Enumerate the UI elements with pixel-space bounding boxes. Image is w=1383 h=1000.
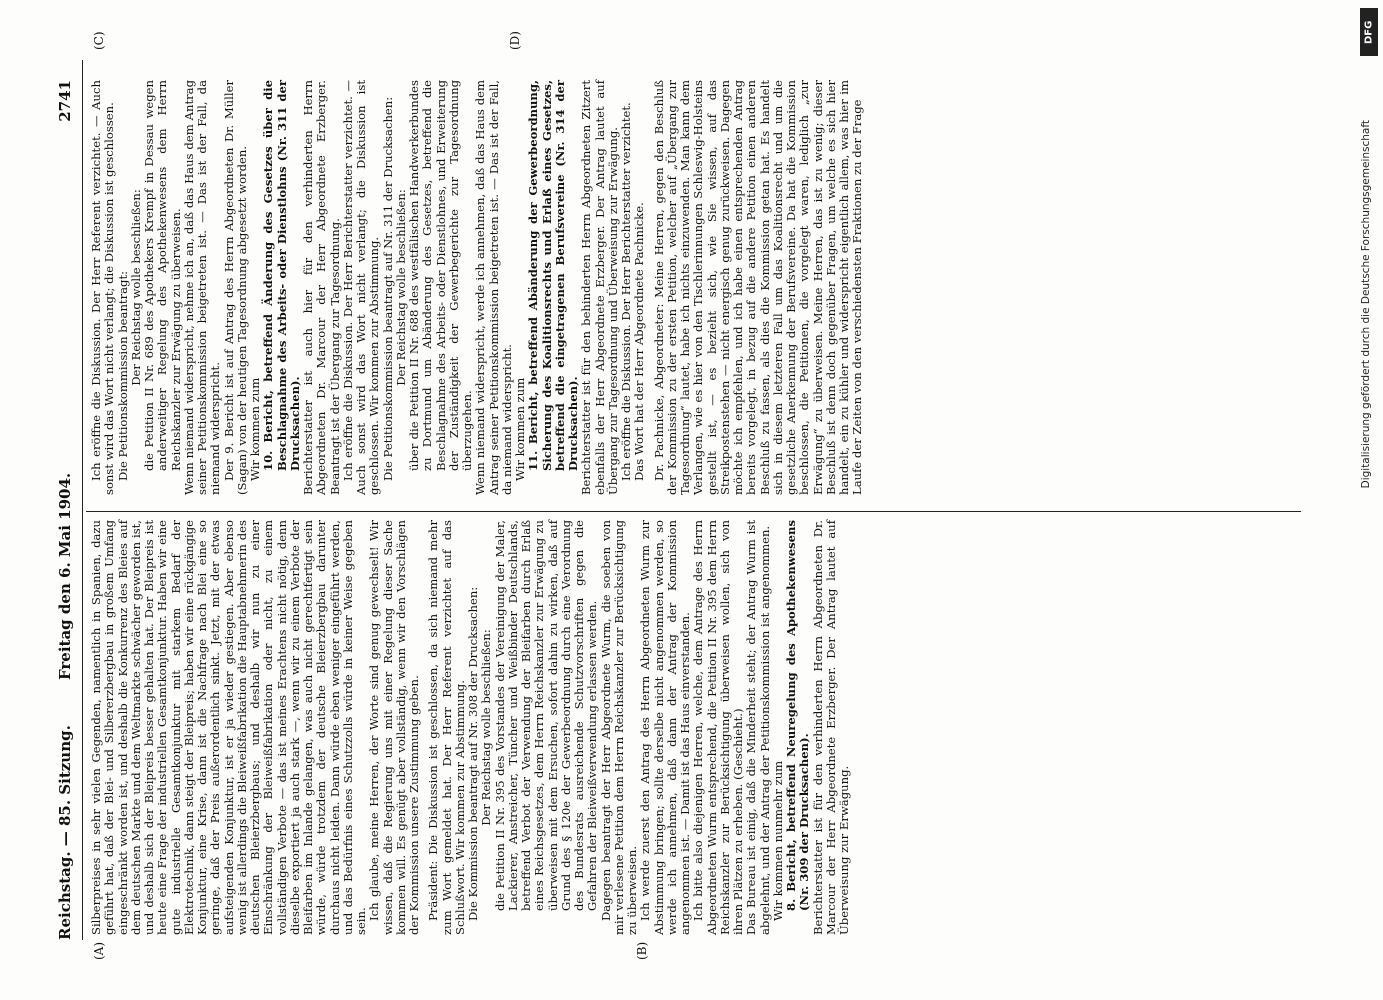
paragraph: Die Petitionskommission beantragt auf Nr. 311 der Drucksachen: (380, 96, 395, 481)
paragraph: Der 9. Bericht ist auf Antrag des Herrn Abgeordneten Dr. Müller (Sagan) von der heutigen Tagesordnung abgesetzt worden. (221, 80, 249, 495)
paragraph: Ich eröffne die Diskussion. Der Herr Referent verzichtet. — Auch sonst wird das Wort nicht verlangt; die Diskussion ist geschlossen. (89, 80, 117, 495)
page-header (56, 60, 80, 940)
paragraph: Berichterstatter ist für den verhinderten Herrn Abgeordneten Dr. Marcour der Herr Abgeordnete Erzberger. Der Antrag lautet auf Überweisung zur Erwägung. (810, 520, 851, 935)
paragraph: Berichterstatter ist auch hier für den verhinderten Herrn Abgeordneten Dr. Marcour der Herr Abgeordnete Erzberger. Beantragt ist der Übergang zur Tagesordnung. (301, 80, 342, 495)
paragraph: Das Bureau ist einig, daß die Minderheit steht; der Antrag Wurm ist abgelehnt, und der Antrag der Petitionskommission ist angenommen. (744, 520, 772, 935)
header-date: Freitag den 6. Mai 1904. (56, 472, 74, 680)
paragraph: Ich glaube, meine Herren, der Worte sind genug gewechselt! Wir wissen, daß die Regierung uns mit einer Regelung dieser Sache kommen will. Es genügt aber vollständig, wenn wir den Vorschlägen der Kommission unsere Zustimmung geben. (367, 520, 421, 935)
paragraph: Die Kommission beantragt auf Nr. 308 der Drucksachen: (466, 586, 480, 921)
left-column (90, 520, 851, 935)
paragraph: Dr. Pachnicke, Abgeordneter: Meine Herren, gegen den Beschluß der Kommission zu der ersten Petition, welcher auf „Übergang zur Tagesordnung“ lautet, habe ich nichts einzuwenden. Man kann dem Verlangen, wie es hier von den Tischlerinnungen Schleswig-Holsteins gestellt ist, — es bezieht sich, wie Sie wissen, auf das Streikpostenstehen — nicht energisch genug zurückweisen. Dagegen möchte ich empfehlen, und ich habe einen entsprechenden Antrag bereits vorgelegt, in bezug auf die andere Petition einen anderen Beschluß zu fassen, als dies die Kommission getan hat. Es handelt sich in diesem letzteren Fall um das Koalitionsrecht und um die gesetzliche Anerkennung der Berufsvereine. Da hat die Kommission beschlossen, die Petitionen, die vorgelegt waren, lediglich „zur Erwägung“ zu überweisen. Meine Herren, das ist zu wenig; dieser Beschluß ist denn doch gegenüber Fragen, um welche es sich hier handelt, ein zu kühler und widerspricht eigentlich allem, was hier im Laufe der Zeiten von den verschiedensten Fraktionen zu der Frage (651, 80, 865, 495)
paragraph: Silberpreises in sehr vielen Gegenden, namentlich in Spanien, dazu geführt hat, daß der Blei- und Silbererzbergbau in großem Umfang eingeschränkt worden ist, und deshalb die Konkurrenz des Bleies auf dem deutschen Markte und dem Weltmarkte schwächer geworden ist, und deshalb sich der Bleipreis besser gehalten hat. Der Bleipreis ist heute eine Frage der industriellen Gesamtkonjunktur. Haben wir eine gute industrielle Gesamtkonjunktur mit starkem Bedarf der Elektrotechnik, dann steigt der Bleipreis; haben wir eine rückgängige Konjunktur, eine Krise, dann ist die Nachfrage nach Blei eine so geringe, daß der Preis außerordentlich sinkt. Jetzt, mit der etwas aufsteigenden Konjunktur, ist er ja wieder gestiegen. Aber ebenso wenig ist allerdings die Bleiweißfabrikation die Hauptabnehmerin des deutschen Bleierzbergbaus; und deshalb wir nun zu einer Einschränkung der Bleiweißfabrikation oder nicht, zu einem vollständigen Verbote — das ist meines Erachtens nicht nötig, denn dieselbe exportiert ja auch stark —, wenn wir zu einem Verbote der Bleifarben im Inlande gelangen, was auch nicht gerechtfertigt sein würde, würde trotzdem der deutsche Bleierzbergbau darunter durchaus nicht leiden. Dann würde eben weniger eingeführt werden, und das Bedürfnis eines Schutzzolls würde in keiner Weise gegeben sein. (89, 520, 368, 935)
paragraph: Wenn niemand widerspricht, nehme ich an, daß das Haus dem Antrag seiner Petitionskommission beigetreten ist. — Das ist der Fall, da niemand widerspricht. (181, 80, 223, 495)
paragraph: Ich werde zuerst den Antrag des Herrn Abgeordneten Wurm zur Abstimmung bringen; sollte derselbe nicht angenommen werden, so werde ich annehmen, daß dann der Antrag der Kommission angenommen ist. — Damit ist das Haus einverstanden. (638, 520, 692, 935)
margin-marker-c: (C) (92, 31, 106, 50)
funding-note: Digitalisierung gefördert durch die Deutsche Forschungsgemeinschaft (1360, 120, 1372, 489)
section-heading: 11. Bericht, betreffend Abänderung der Gewerbeordnung, Sicherung des Koalitionsrechts und Erlaß eines Gesetzes, betreffend die eingetragenen Berufsvereine (Nr. 314 der Drucksachen). (526, 80, 580, 471)
paragraph: Der Reichstag wolle beschließen: (128, 189, 143, 386)
paragraph: Wir kommen nunmehr zum (770, 760, 785, 921)
paragraph: Wenn niemand widerspricht, werde ich annehmen, daß das Haus dem Antrag seiner Petitionskommission beigetreten ist. — Das ist der Fall, da niemand widerspricht. (473, 80, 514, 495)
paragraph: Ich eröffne die Diskussion. Der Herr Berichterstatter verzichtet. (619, 102, 633, 481)
dfg-logo: DFG (1360, 8, 1378, 56)
header-left: Reichstag. — 85. Sitzung. (56, 725, 74, 940)
margin-marker-a: (A) (92, 941, 106, 960)
paragraph: die Petition II Nr. 395 des Vorstandes der Vereinigung der Maler, Lackierer, Anstreicher, Tüncher und Weißbinder Deutschlands, betreffend Verbot der Verwendung der Bleifarben durch Erlaß eines Reichsgesetzes, dem Herrn Reichskanzler zur Erwägung zu überweisen mit dem Ersuchen, sofort dahin zu wirken, daß auf Grund des § 120e der Gewerbeordnung durch eine Verordnung des Bundesrats ausreichende Schutzvorschriften gegen die Gefahren der Bleiweißverwendung erlassen werden. (492, 520, 600, 911)
section-heading: 8. Bericht, betreffend Neuregelung des Apothekenwesens (Nr. 309 der Drucksachen). (784, 520, 812, 911)
paragraph: Dagegen beantragt der Herr Abgeordnete Wurm, die soeben von mir verlesene Petition dem Herrn Reichskanzler zur Berücksichtigung zu überweisen. (598, 520, 639, 935)
paragraph: Ich bitte also diejenigen Herren, welche, dem Antrage des Herrn Abgeordneten Wurm entsprechend, die Petition II Nr. 395 dem Herrn Reichskanzler zur Berücksichtigung überweisen wollen, sich von ihren Plätzen zu erheben. (Geschieht.) (691, 520, 745, 935)
margin-marker-d: (D) (508, 31, 522, 50)
paragraph: Das Wort hat der Herr Abgeordnete Pachnicke. (632, 202, 647, 481)
digitization-sidebar (1358, 0, 1382, 1000)
column-separator (86, 511, 1301, 512)
paragraph: über die Petition II Nr. 688 des westfälischen Handwerkerbundes zu Dortmund um Abänderung des Gesetzes, betreffend die Beschlagnahme des Arbeits- oder Dienstlohnes, und Erweiterung der Zuständigkeit der Gewerbegerichte zur Tagesordnung überzugehen. (407, 80, 474, 471)
paragraph: Ich eröffne die Diskussion. Der Herr Berichterstatter verzichtet. — Auch sonst wird das Wort nicht verlangt; die Diskussion ist geschlossen. Wir kommen zur Abstimmung. (340, 80, 382, 495)
paragraph: Präsident: Die Diskussion ist geschlossen, da sich niemand mehr zum Wort gemeldet hat. Der Herr Referent verzichtet auf das Schlußwort. Wir kommen zur Abstimmung. (426, 520, 467, 935)
paragraph: Die Petitionskommission beantragt: (115, 270, 130, 481)
page-number: 2741 (56, 80, 74, 122)
paragraph: Der Reichstag wolle beschließen: (393, 189, 408, 386)
paragraph: Wir kommen zum (513, 377, 527, 481)
paragraph: Berichterstatter ist für den behinderten Herrn Abgeordneten Zitzert ebenfalls der Herr Abgeordnete Erzberger. Der Antrag lautet auf Übergang zur Tagesordnung und Überweisung zur Erwägung. (579, 80, 620, 495)
section-heading: 10. Bericht, betreffend Änderung des Gesetzes über die Beschlagnahme des Arbeits- oder Dienstlohns (Nr. 311 der Drucksachen). (261, 80, 302, 471)
margin-marker-b: (B) (635, 941, 649, 960)
header-rule (82, 60, 83, 940)
paragraph: die Petition II Nr. 689 des Apothekers Krempf in Dessau wegen anderweitiger Regelung des Apothekenwesens dem Herrn Reichskanzler zur Erwägung zu überweisen. (142, 80, 183, 471)
paragraph: Der Reichstag wolle beschließen: (479, 629, 494, 826)
paragraph: Wir kommen zum (248, 377, 262, 481)
right-column (90, 80, 865, 495)
